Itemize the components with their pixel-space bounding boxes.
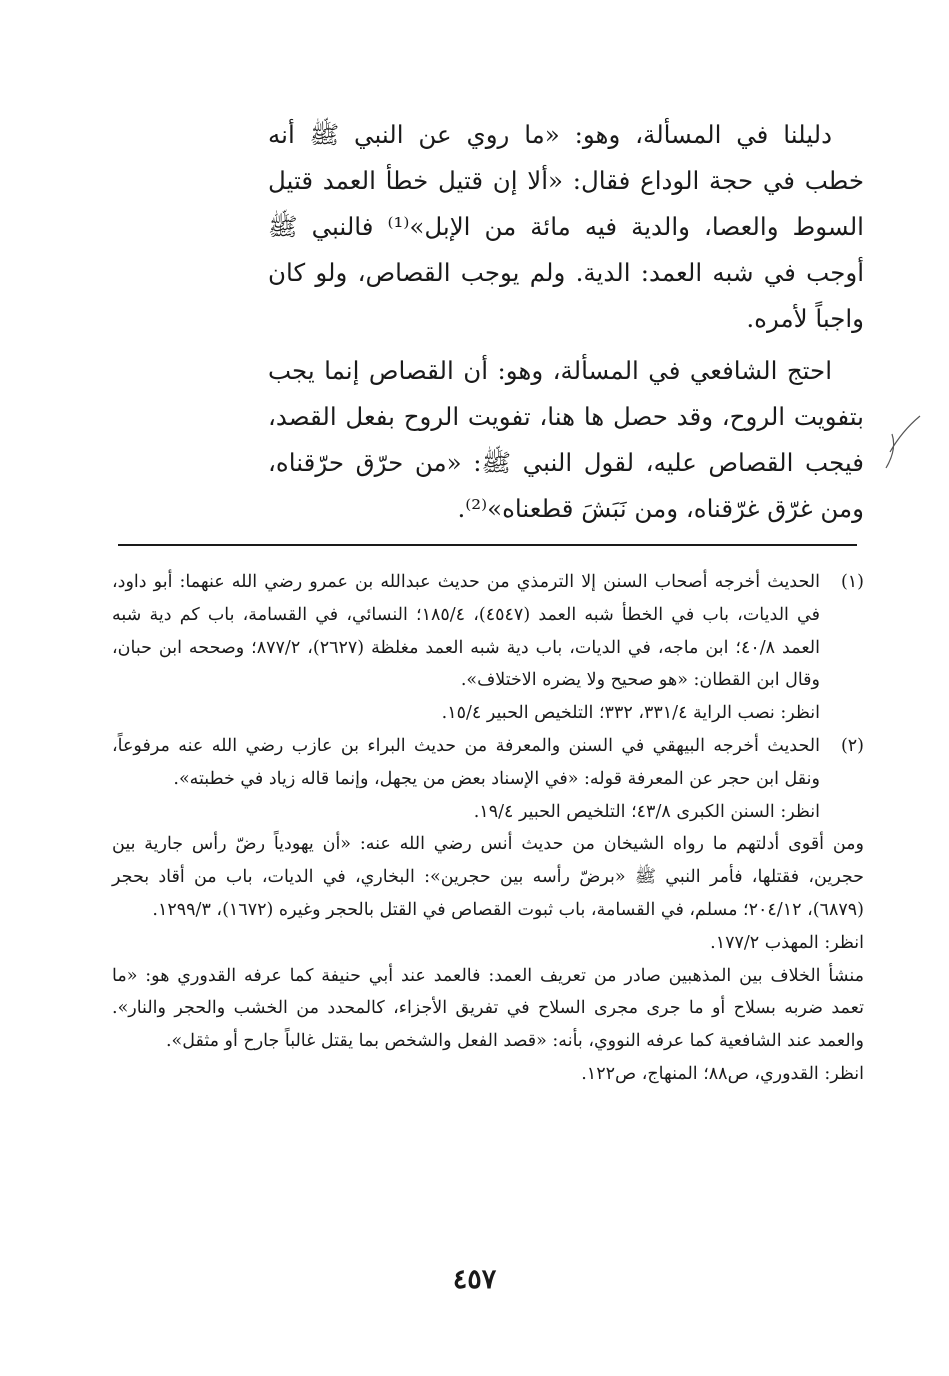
footnote-paragraph: الحديث أخرجه أصحاب السنن إلا الترمذي من حديث عبدالله بن عمرو رضي الله عنهما: أبو داود، في الديات، باب في الخطأ شبه العمد (٤٥٤٧)، ١٨٥/٤؛ النسائي، في القسامة، باب كم دية شبه العمد ٤٠/٨؛ ابن ماجه، في الديات، باب دية شبه العمد مغلظة (٢٦٢٧)، ٨٧٧/٢؛ وصححه ابن حبان، وقال ابن القطان: «هو صحيح ولا يضره الاختلاف». xyxy=(112,572,820,691)
footnote-paragraph: ومن أقوى أدلتهم ما رواه الشيخان من حديث أنس رضي الله عنه: «أن يهودياً رضّ رأس جارية بين حجرين، فقتلها، فأمر النبي ﷺ «برضّ رأسه بين حجرين»: البخاري، في الديات، باب من أقاد بحجر (٦٨٧٩)، ٢٠٤/١٢؛ مسلم، في القسامة، باب ثبوت القصاص في القتل بالحجر وغيره (١٦٧٢)، ١٢٩٩/٣. xyxy=(112,834,864,920)
footnote-paragraph: انظر: المهذب ١٧٧/٢. xyxy=(710,932,864,953)
main-paragraph: احتج الشافعي في المسألة، وهو: أن القصاص إنما يجب بتفويت الروح، وقد حصل ها هنا، تفويت الروح بفعل القصد، فيجب القصاص عليه، لقول النبي ﷺ: «من حرّق حرّقناه، ومن غرّق غرّقناه، ومن نَبَشَ قطعناه»⁽²⁾. xyxy=(268,356,864,523)
page-number: ٤٥٧ xyxy=(452,1264,497,1295)
footnote-number: (٢) xyxy=(840,735,864,756)
footnote-paragraph: انظر: القدوري، ص٨٨؛ المنهاج، ص١٢٢. xyxy=(581,1063,864,1084)
footnote-paragraph: منشأ الخلاف بين المذهبين صادر من تعريف العمد: فالعمد عند أبي حنيفة كما عرفه القدوري هو: «ما تعمد ضربه بسلاح أو ما جرى مجرى السلاح في تفريق الأجزاء، كالمحدد من الخشب والحجر والنار». والعمد عند الشافعية كما عرفه النووي، بأنه: «قصد الفعل والشخص بما يقتل غالباً جارح أو مثقل». xyxy=(112,965,864,1052)
footnote-1 xyxy=(112,566,864,730)
footnote-continuation xyxy=(112,828,864,1090)
footnote-number: (١) xyxy=(840,572,864,592)
main-paragraph: دليلنا في المسألة، وهو: «ما روي عن النبي ﷺ أنه خطب في حجة الوداع فقال: «ألا إن قتيل خطأ العمد قتيل السوط والعصا، والدية فيه مائة من الإبل»⁽¹⁾ فالنبي ﷺ أوجب في شبه العمد: الدية. ولم يوجب القصاص، ولو كان واجباً لأمره. xyxy=(268,120,864,333)
main-text xyxy=(268,112,864,532)
footnote-paragraph: انظر: السنن الكبرى ٤٣/٨؛ التلخيص الحبير ١٩/٤. xyxy=(473,801,820,822)
footnotes xyxy=(112,566,864,1091)
margin-pen-mark-icon xyxy=(884,412,924,472)
footnote-separator xyxy=(118,544,857,546)
footnote-paragraph: الحديث أخرجه البيهقي في السنن والمعرفة من حديث البراء بن عازب رضي الله عنه مرفوعاً، ونقل ابن حجر عن المعرفة قوله: «في الإسناد بعض من يجهل، وإنما قاله زياد في خطبته». xyxy=(112,735,820,789)
footnote-2 xyxy=(112,730,864,828)
footnote-paragraph: انظر: نصب الراية ٣٣١/٤، ٣٣٢؛ التلخيص الحبير ١٥/٤. xyxy=(441,703,820,724)
